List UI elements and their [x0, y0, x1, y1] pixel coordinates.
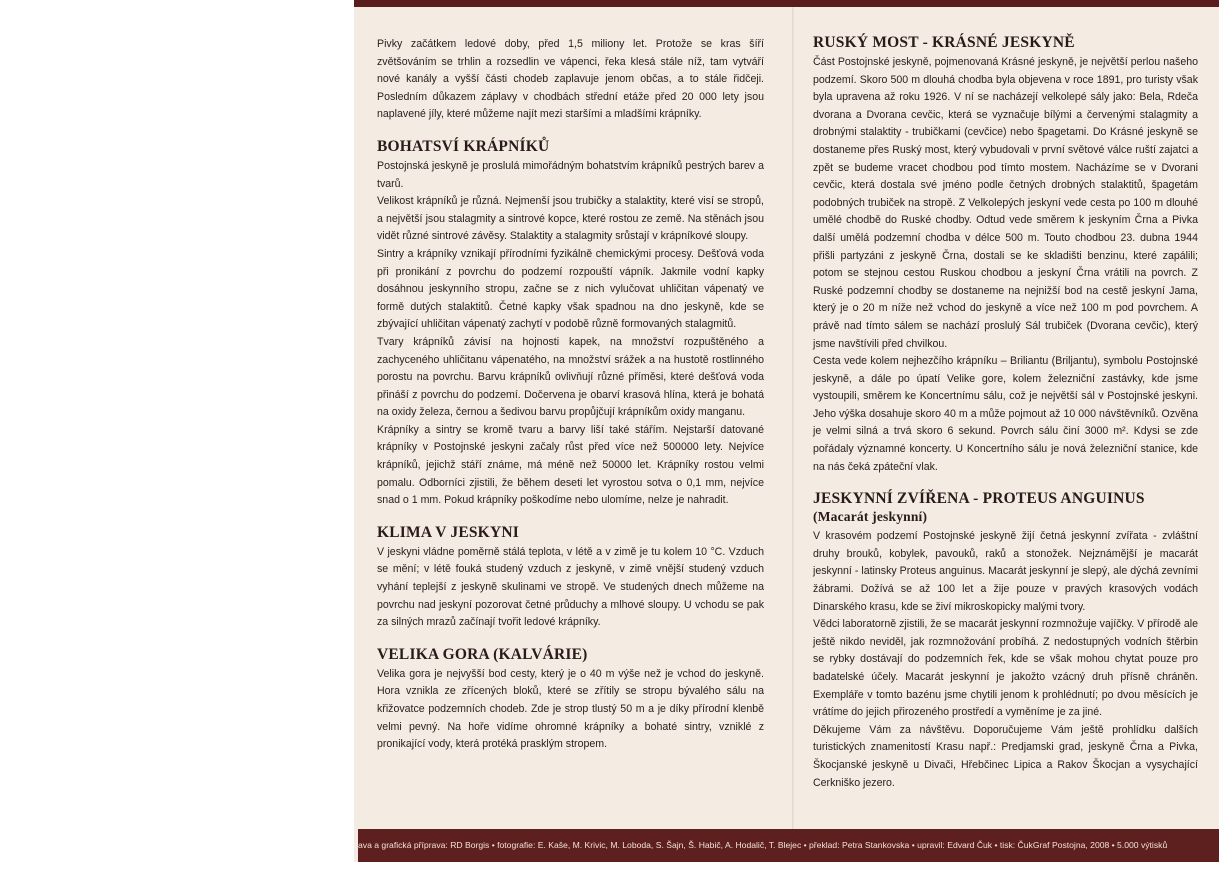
- paragraph: Děkujeme Vám za návštěvu. Doporučujeme Vám ještě prohlídku dalších turistických znamenitostí Krasu např.: Predjamski grad, jeskyně Črna a Pivka, Škocjanské jeskyně u Divači, Hřebčinec Lipica a Rakov Škocjan a vysychající Cerkniško jezero.: [813, 723, 1198, 789]
- subheading: (Macarát jeskynní): [813, 509, 928, 525]
- scan-margin: [0, 0, 354, 892]
- intro-paragraph: Pivky začátkem ledové doby, před 1,5 miliony let. Protože se kras šíří zvětšováním se trhlin a rozsedlin ve vápenci, řeka klesá stále níž, tam vytváří nové kanály a vyšší části chodeb zaplavuje jenom občas, a to stále řidčeji. Posledním důkazem záplavy v chodbách střední etáže před 20 000 lety jsou naplavené jíly, které můžeme najít mezi staršími a mladšími krápníky.: [377, 38, 764, 121]
- paragraph: V jeskyni vládne poměrně stálá teplota, v létě a v zimě je tu kolem 10 °C. Vzduch se mění; v létě fouká studený vzduch z jeskyně, v zimě vnější studený vzduch vyhání teplejší z jeskyně skulinami ve stropě. Ve studených dnech můžeme na povrchu nad jeskyní pozorovat četné průduchy a mlhové sloupy. U vchodu se pak za silných mrazů začínají tvořit ledové krápníky.: [377, 545, 764, 629]
- paragraph: Cesta vede kolem nejhezčího krápníku – Briliantu (Briljantu), symbolu Postojnské jeskyně, a dále po úpatí Velike gore, kolem železniční zastávky, kde jsme vystoupili, směrem ke Koncertnímu sálu, což je největší sál v Postojnské jeskyni. Jeho výška dosahuje skoro 40 m a může pojmout až 10 000 návštěvníků. Ozvěna je velmi silná a trvá skoro 6 sekund. Povrch sálu činí 3000 m². Kdysi se zde pořádaly významné koncerty. U Koncertního sálu je nová železniční stanice, kde na nás čeká zpáteční vlak.: [813, 355, 1198, 473]
- page-fold: [792, 7, 794, 829]
- paragraph: Sintry a krápníky vznikají přírodními fyzikálně chemickými procesy. Dešťová voda při pronikání z povrchu do podzemí rozpouští vápník. Jakmile vodní kapky dosáhnou jeskynního stropu, začne se z nich vylučovat uhličitan vápenatý ve formě dutých stalaktitů. Četné kapky však spadnou na dno jeskyně, kde se zbývající uhličitan vápenatý zachytí v podobě různě formovaných stalagmitů.: [377, 247, 764, 331]
- heading-bohatstvi: BOHATSVÍ KRÁPNÍKŮ: [377, 137, 550, 155]
- paragraph: Krápníky a sintry se kromě tvaru a barvy liší také stářím. Nejstarší datované krápníky v Postojnské jeskyni začaly růst před více než 500000 lety. Nejvíce krápníků, jejichž stáří známe, má méně než 50000 let. Krápníky rostou velmi pomalu. Odborníci zjistili, že během deseti let vyrostou sotva o 0,1 mm, nejvíce snad o 1 mm. Pokud krápníky poškodíme nebo ulomíme, nelze je nahradit.: [377, 423, 764, 507]
- scan-bottom-margin: [354, 862, 1219, 892]
- footer-credits: ava a grafická příprava: RD Borgis • fotografie: E. Kaše, M. Krivic, M. Loboda, S. Šajn, Š. Habič, A. Hodalič, T. Blejec • překlad: Petra Stankovska • upravil: Edvard Čuk • tisk: ČukGraf Postojna, 2008 • 5.000 výtisků: [358, 840, 1168, 850]
- paragraph: Velikost krápníků je různá. Nejmenší jsou trubičky a stalaktity, které visí se stropů, a největší jsou stalagmity a sintrové kopce, které rostou ze země. Na stěnách jsou vidět různé sintrové závěsy. Stalaktity a stalagmity srůstají v krápníkové sloupy.: [377, 195, 764, 243]
- paragraph: Postojnská jeskyně je proslulá mimořádným bohatstvím krápníků pestrých barev a tvarů.: [377, 159, 764, 190]
- paragraph: Vědci laboratorně zjistili, že se macarát jeskynní rozmnožuje vajíčky. V přírodě ale ještě nikdo neviděl, jak rozmnožování probíhá. Z nedostupných vodních štěrbin se rybky dostávají do podzemních řek, kde se však mohou chytat pouze pro badatelské účely. Macarát jeskynní je jakožto vzácný druh přísně chráněn. Exempláře v tomto bazénu jsme chytili jenom k prohlédnutí; po dvou měsících je vrátíme do jejich přirozeného prostředí a vyměníme je za jiné.: [813, 618, 1198, 719]
- heading-velika-gora: VELIKA GORA (KALVÁRIE): [377, 645, 588, 663]
- heading-text: JESKYNNÍ ZVÍŘENA - PROTEUS ANGUINUS: [813, 490, 1145, 508]
- heading-klima: KLIMA V JESKYNI: [377, 523, 519, 541]
- top-band: [354, 0, 1219, 7]
- paragraph: Část Postojnské jeskyně, pojmenovaná Krásné jeskyně, je největší perlou našeho podzemí. Skoro 500 m dlouhá chodba byla objevena v roce 1891, pro turisty však byla upravena až roku 1926. V ní se nacházejí velkolepé sály jako: Bela, Rdeča dvorana a Dvorana cevčic, která se vyznačuje bílými a červenými stalagmity a drobnými stalaktity - trubičkami (cevčice) nebo špagetami. Do Krásné jeskyně se dostaneme přes Ruský most, který vybudovali v první světové válce ruští zajatci a zpět se budeme vracet chodbou pod tímto mostem. Nacházíme se v Dvorani cevčic, která dostala své jméno podle četných drobných stalaktitů, špagetám podobných trubiček na stropě. Z Velkolepých jeskyní vede cesta po 100 m dlouhé umělé chodbě do Ruské chodby. Odtud vede směrem k jeskyním Črna a Pivka další umělá podzemní chodba v délce 500 m. Touto chodbou 23. dubna 1944 přišli partyzáni z jeskyně Črna, dostali se ke skladišti benzinu, které zapálili; potom se stejnou cestou Ruskou chodbou a jeskyní Črna vrátili na povrch. Z Ruské podzemní chodby se dostaneme na nejnižší bod na cestě jeskyní Jama, který je o 20 m níže než vchod do jeskyně a více než 100 m pod povrchem. A právě nad tímto sálem se nachází proslulý Sál trubiček (Dvorana cevčic), který jsme navštívili před chvilkou.: [813, 56, 1198, 350]
- footer-credits-band: [358, 829, 1219, 862]
- left-column: [377, 36, 764, 754]
- heading-rusky-most: RUSKÝ MOST - KRÁSNÉ JESKYNĚ: [813, 34, 1075, 51]
- heading-jeskynni-zvirena: [813, 490, 1198, 526]
- paragraph: Velika gora je nejvyšší bod cesty, který je o 40 m výše než je vchod do jeskyně. Hora vznikla ze zřícených bloků, které se zřítily se stropu bývalého sálu na křižovatce podzemních chodeb. Zde je strop tlustý 50 m a je díky přírodní klenbě velmi pevný. Na hoře vidíme ohromné krápníky a bohaté sintry, vzniklé z pronikající vody, která protéká prasklým stropem.: [377, 667, 764, 751]
- right-column: [813, 34, 1198, 792]
- paragraph: V krasovém podzemí Postojnské jeskyně žijí četná jeskynní zvířata - zvláštní druhy brouků, kobylek, pavouků, raků a stonožek. Nejznámější je macarát jeskynní - latinsky Proteus anguinus. Macarát jeskynní je slepý, ale dýchá zevními žábrami. Dožívá se až 100 let a žije pouze v pravých krasových vodách Dinarského krasu, kde se živí mikroskopicky malými tvory.: [813, 530, 1198, 613]
- paragraph: Tvary krápníků závisí na hojnosti kapek, na množství rozpuštěného a zachyceného uhličitanu vápenatého, na množství srážek a na hustotě rostlinného porostu na povrchu. Barvu krápníků ovlivňují různé příměsi, které dešťová voda přináší z povrchu do podzemí. Dočervena je obarví krasová hlína, která je bohatá na oxidy železa, černou a šedivou barvu propůjčují krápníkům oxidy manganu.: [377, 335, 764, 419]
